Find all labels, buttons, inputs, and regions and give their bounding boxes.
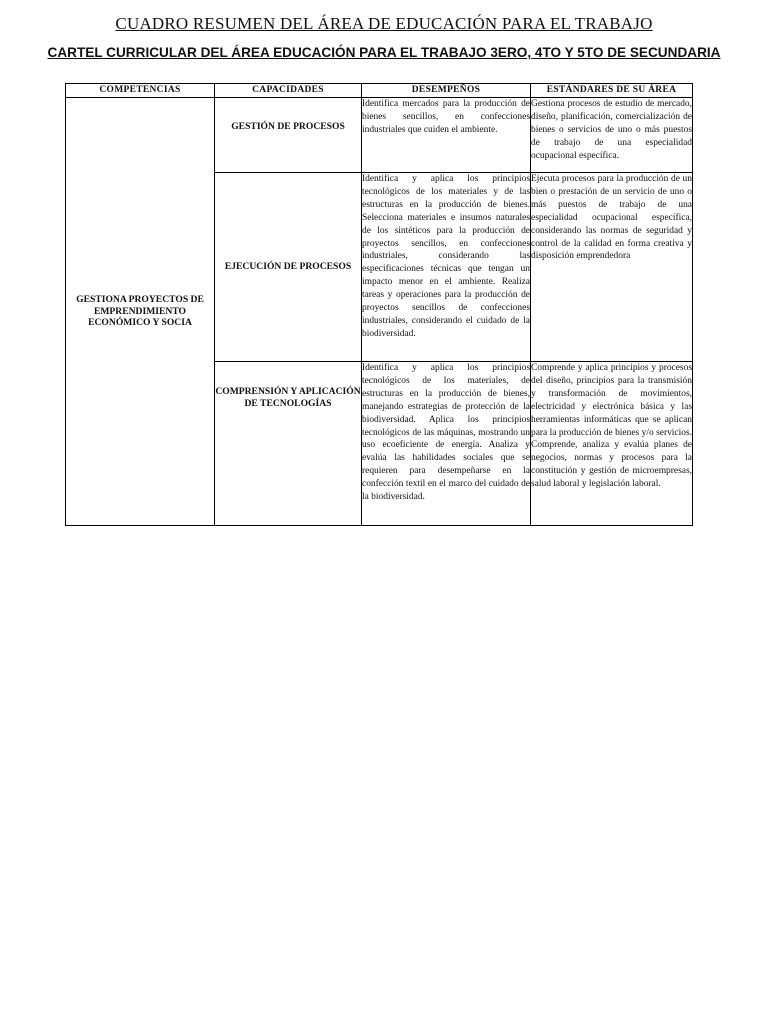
table-header-row (66, 84, 693, 98)
header-desempenos: DESEMPEÑOS (362, 84, 531, 98)
desempeno-cell: Identifica mercados para la producción de bienes sencillos, en confecciones industriales que cuiden el ambiente. (362, 98, 531, 173)
competencia-cell: GESTIONA PROYECTOS DE EMPRENDIMIENTO ECONÓMICO Y SOCIA (66, 98, 215, 526)
estandar-cell: Ejecuta procesos para la producción de un bien o prestación de un servicio de uno o más puestos de trabajo de una especialidad ocupacional específica, considerando las normas de seguridad y control de la calidad en forma creativa y disposición emprendedora (531, 173, 693, 362)
capacidad-cell: COMPRENSIÓN Y APLICACIÓN DE TECNOLOGÍAS (215, 362, 362, 526)
desempeno-cell: Identifica y aplica los principios tecnológicos de los materiales, de estructuras en la producción de bienes, manejando estrategias de protección de la biodiversidad. Aplica los principios tecnológicos de las máquinas, mostrando un uso ecoeficiente de energía. Analiza y evalúa las habilidades sociales que se requieren para desempeñarse en la confección textil en el marco del cuidado de la biodiversidad. (362, 362, 531, 526)
header-competencias: COMPETENCIAS (66, 84, 215, 98)
curricular-table (65, 83, 693, 526)
document-subtitle: CARTEL CURRICULAR DEL ÁREA EDUCACIÓN PARA EL TRABAJO 3ERO, 4TO Y 5TO DE SECUNDARIA (47, 45, 721, 60)
capacidad-cell: EJECUCIÓN DE PROCESOS (215, 173, 362, 362)
document-title: CUADRO RESUMEN DEL ÁREA DE EDUCACIÓN PARA EL TRABAJO (115, 14, 653, 33)
header-capacidades: CAPACIDADES (215, 84, 362, 98)
capacidad-cell: GESTIÓN DE PROCESOS (215, 98, 362, 173)
estandar-cell: Comprende y aplica principios y procesos del diseño, principios para la transmisión y transformación de movimientos, electricidad y electrónica básica y las herramientas informáticas que se aplican para la producción de bienes y/o servicios. Comprende, analiza y evalúa planes de negocios, normas y procesos para la constitución y gestión de microempresas, salud laboral y legislación laboral. (531, 362, 693, 526)
header-estandares: ESTÁNDARES DE SU ÁREA (531, 84, 693, 98)
desempeno-cell: Identifica y aplica los principios tecnológicos de los materiales y de las estructuras en la producción de bienes. Selecciona materiales e insumos naturales de los sintéticos para la producción de proyectos sencillos, en confecciones industriales, considerando las especificaciones técnicas que tengan un impacto menor en el ambiente. Realiza tareas y operaciones para la producción de proyectos sencillos de confecciones industriales, considerando el cuidado de la biodiversidad. (362, 173, 531, 362)
table-row (66, 98, 693, 173)
estandar-cell: Gestiona procesos de estudio de mercado, diseño, planificación, comercialización de bienes o servicios de uno o más puestos de trabajo de una especialidad ocupacional específica. (531, 98, 693, 173)
